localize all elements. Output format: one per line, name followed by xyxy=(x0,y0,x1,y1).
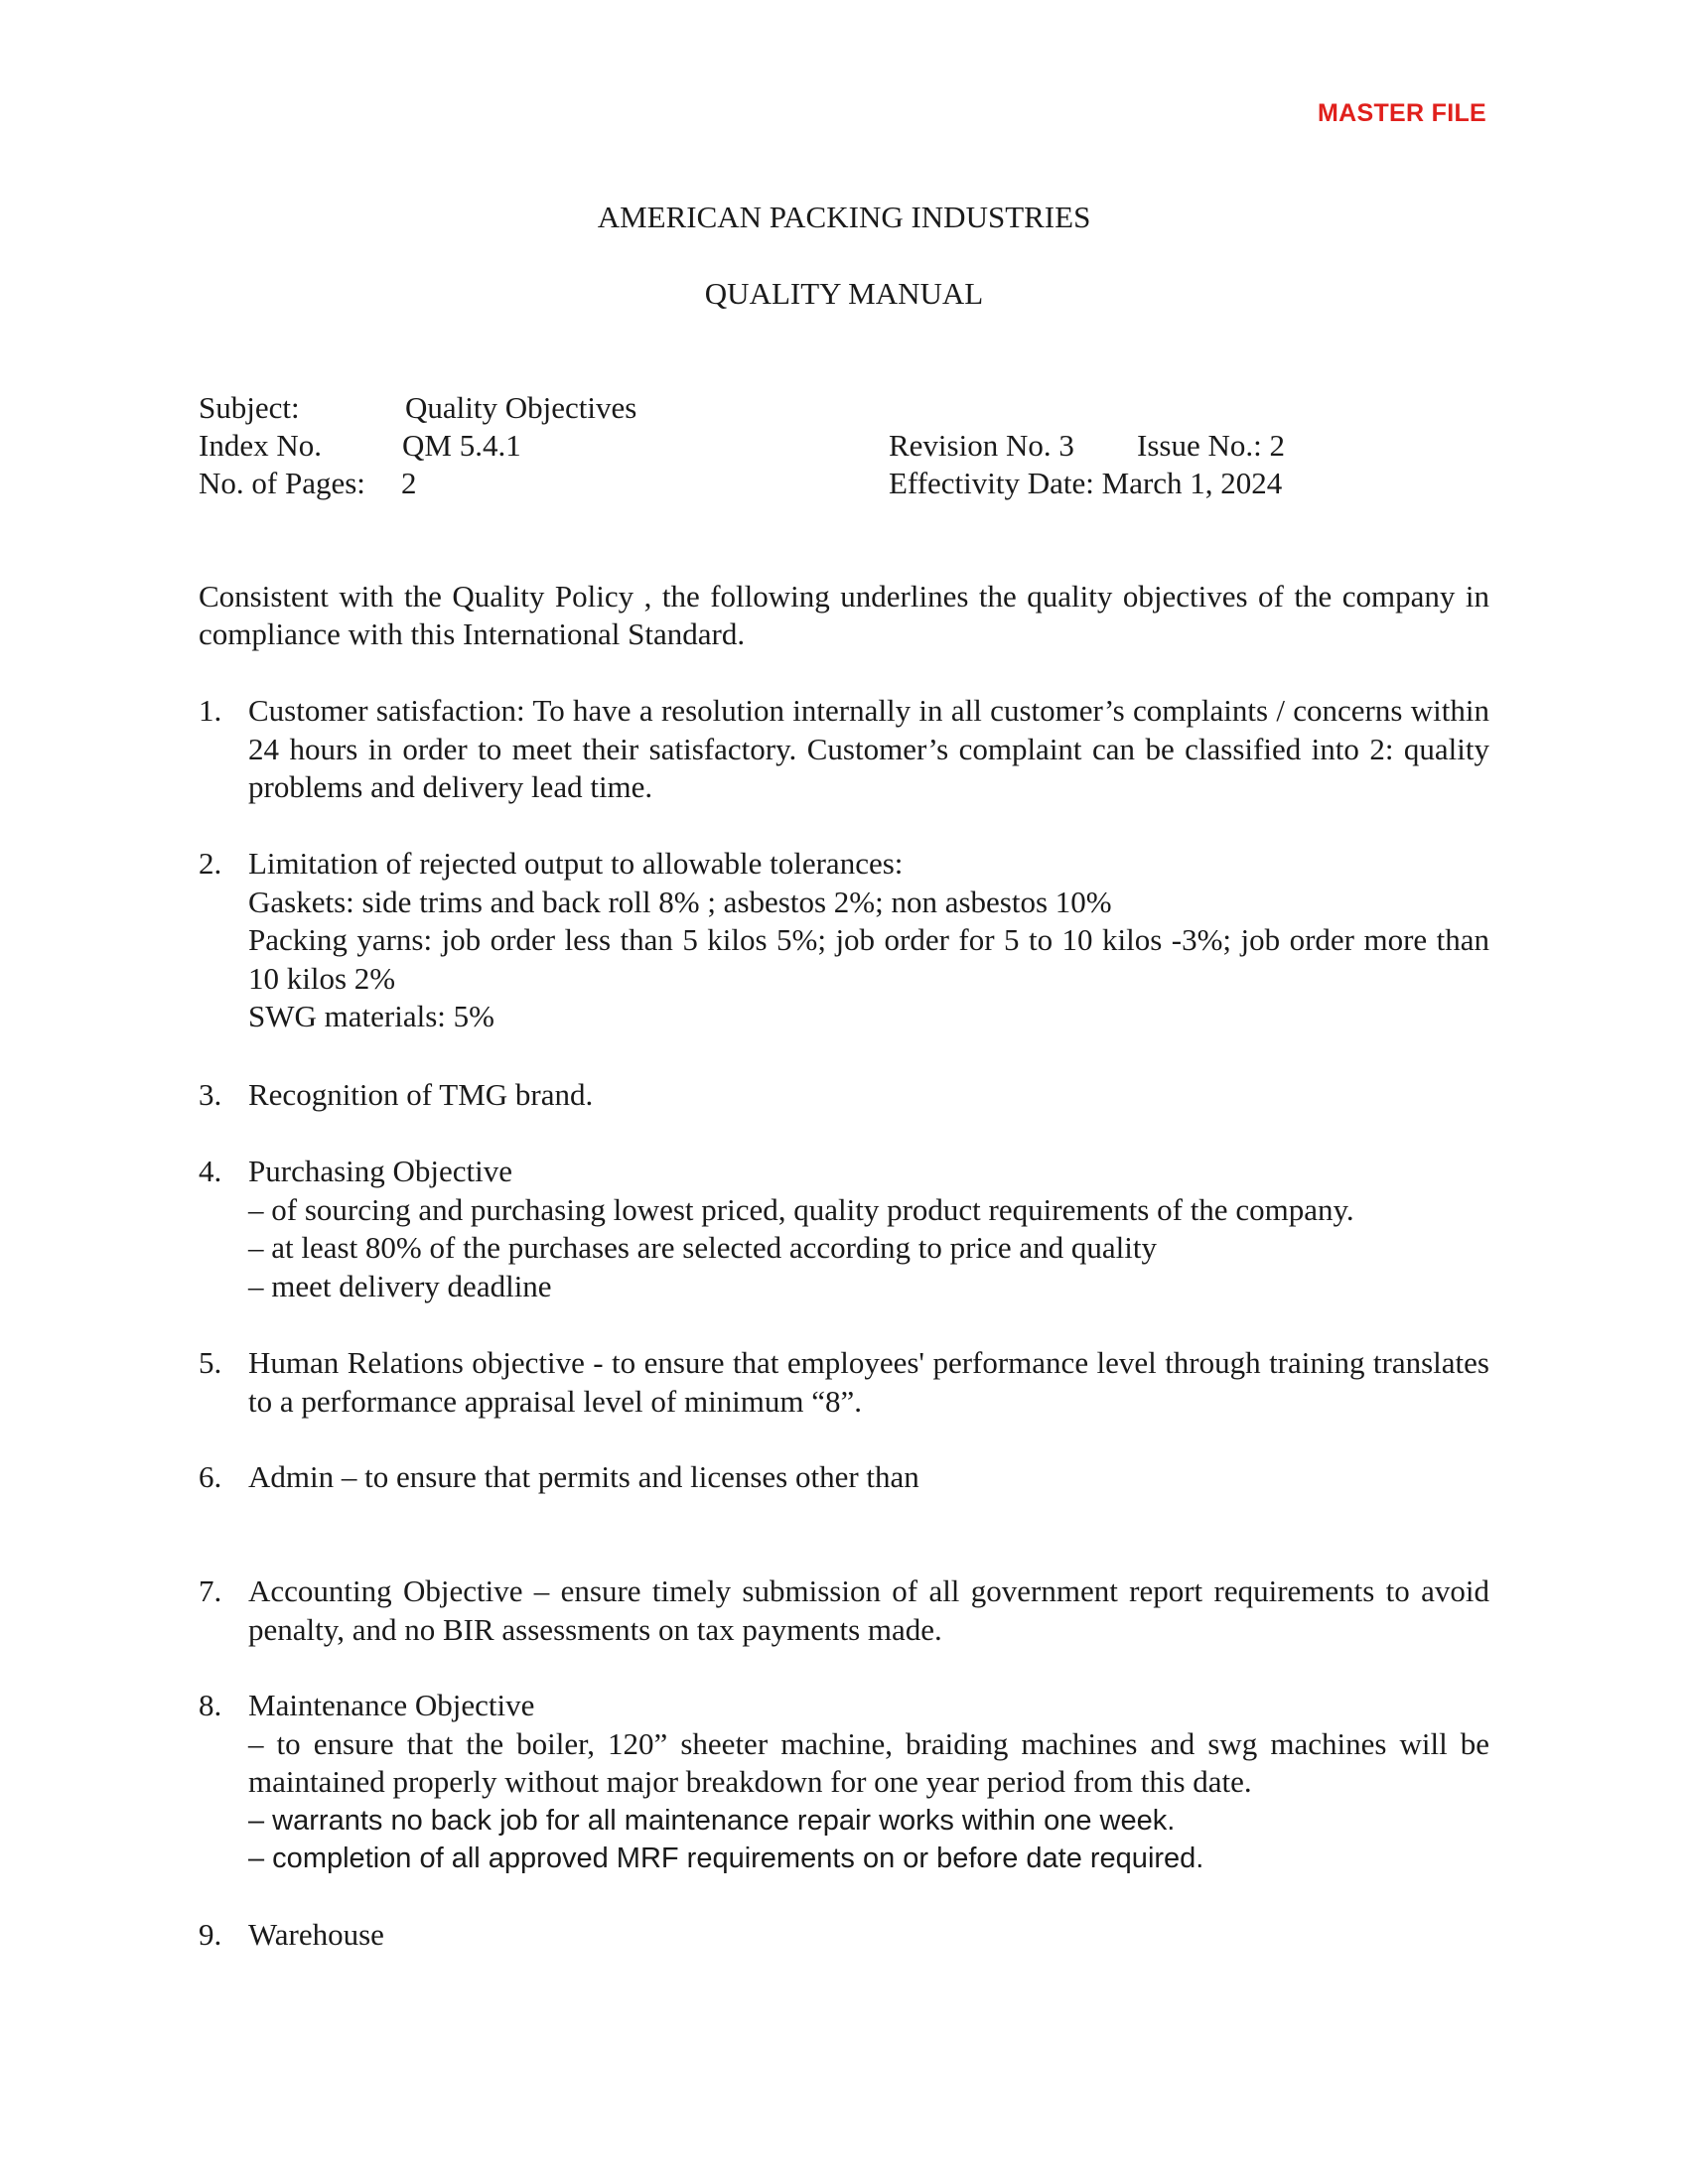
subject-label: Subject: xyxy=(199,390,300,425)
objective-number: 8. xyxy=(199,1688,222,1722)
master-file-stamp: MASTER FILE xyxy=(1318,99,1486,127)
objective-number: 4. xyxy=(199,1154,222,1188)
objective-item-8 xyxy=(199,1687,1489,1878)
issue-number: Issue No.: 2 xyxy=(1137,428,1285,463)
objective-item-1 xyxy=(199,692,1489,807)
objective-text: Warehouse xyxy=(248,1917,384,1952)
objective-item-6 xyxy=(199,1458,1489,1497)
objective-content xyxy=(248,845,1489,1036)
objective-heading: Purchasing Objective xyxy=(248,1154,513,1188)
pages-value: 2 xyxy=(401,466,417,500)
objective-item-2 xyxy=(199,845,1489,1036)
objective-content xyxy=(248,1153,1489,1305)
objective-item-9 xyxy=(199,1916,1489,1955)
effectivity-date: Effectivity Date: March 1, 2024 xyxy=(889,466,1283,500)
objective-item-4 xyxy=(199,1153,1489,1305)
intro-paragraph: Consistent with the Quality Policy , the following underlines the quality objectives of the company in compliance with this International Standard. xyxy=(199,579,1489,651)
objective-heading: Limitation of rejected output to allowable tolerances: xyxy=(248,846,904,881)
objective-number: 7. xyxy=(199,1573,222,1608)
objective-detail: SWG materials: 5% xyxy=(248,999,494,1033)
objective-text: Accounting Objective – ensure timely submission of all government report requirements to avoid penalty, and no BIR assessments on tax payments made. xyxy=(248,1573,1489,1647)
objective-text: Human Relations objective - to ensure that employees' performance level through training translates to a performance appraisal level of minimum “8”. xyxy=(248,1345,1489,1419)
subject-value: Quality Objectives xyxy=(405,390,637,425)
objective-number: 6. xyxy=(199,1459,222,1494)
objective-content xyxy=(248,1687,1489,1878)
objective-detail: – of sourcing and purchasing lowest priced, quality product requirements of the company. xyxy=(248,1191,1354,1227)
objective-detail: Packing yarns: job order less than 5 kilos 5%; job order for 5 to 10 kilos -3%; job order more than 10 kilos 2% xyxy=(248,922,1489,996)
objective-detail: – warrants no back job for all maintenance repair works within one week. xyxy=(248,1804,1176,1837)
objective-heading: Maintenance Objective xyxy=(248,1688,535,1722)
objective-item-5 xyxy=(199,1344,1489,1421)
index-label: Index No. xyxy=(199,428,322,463)
objective-detail: Gaskets: side trims and back roll 8% ; asbestos 2%; non asbestos 10% xyxy=(248,884,1112,919)
objective-detail: – meet delivery deadline xyxy=(248,1268,552,1303)
manual-title: QUALITY MANUAL xyxy=(704,276,984,311)
index-value: QM 5.4.1 xyxy=(402,428,521,463)
objective-item-3 xyxy=(199,1076,1489,1115)
objective-item-7 xyxy=(199,1572,1489,1649)
company-name: AMERICAN PACKING INDUSTRIES xyxy=(597,200,1091,234)
objective-number: 9. xyxy=(199,1917,222,1952)
objective-text: Admin – to ensure that permits and licenses other than xyxy=(248,1459,919,1494)
objective-detail: – to ensure that the boiler, 120” sheeter machine, braiding machines and swg machines will be maintained properly without major breakdown for one year period from this date. xyxy=(248,1725,1489,1799)
pages-label: No. of Pages: xyxy=(199,466,365,500)
revision-number: Revision No. 3 xyxy=(889,428,1074,463)
objective-number: 3. xyxy=(199,1077,222,1112)
objective-detail: – completion of all approved MRF requirements on or before date required. xyxy=(248,1843,1204,1874)
objective-text: Customer satisfaction: To have a resolution internally in all customer’s complaints / concerns within 24 hours in order to meet their satisfactory. Customer’s complaint can be classified into 2: quality problems and delivery lead time. xyxy=(248,693,1489,804)
objective-text: Recognition of TMG brand. xyxy=(248,1077,594,1112)
objective-number: 2. xyxy=(199,846,222,881)
objective-number: 5. xyxy=(199,1345,222,1380)
objective-detail: – at least 80% of the purchases are selected according to price and quality xyxy=(248,1230,1157,1265)
objective-number: 1. xyxy=(199,693,222,728)
